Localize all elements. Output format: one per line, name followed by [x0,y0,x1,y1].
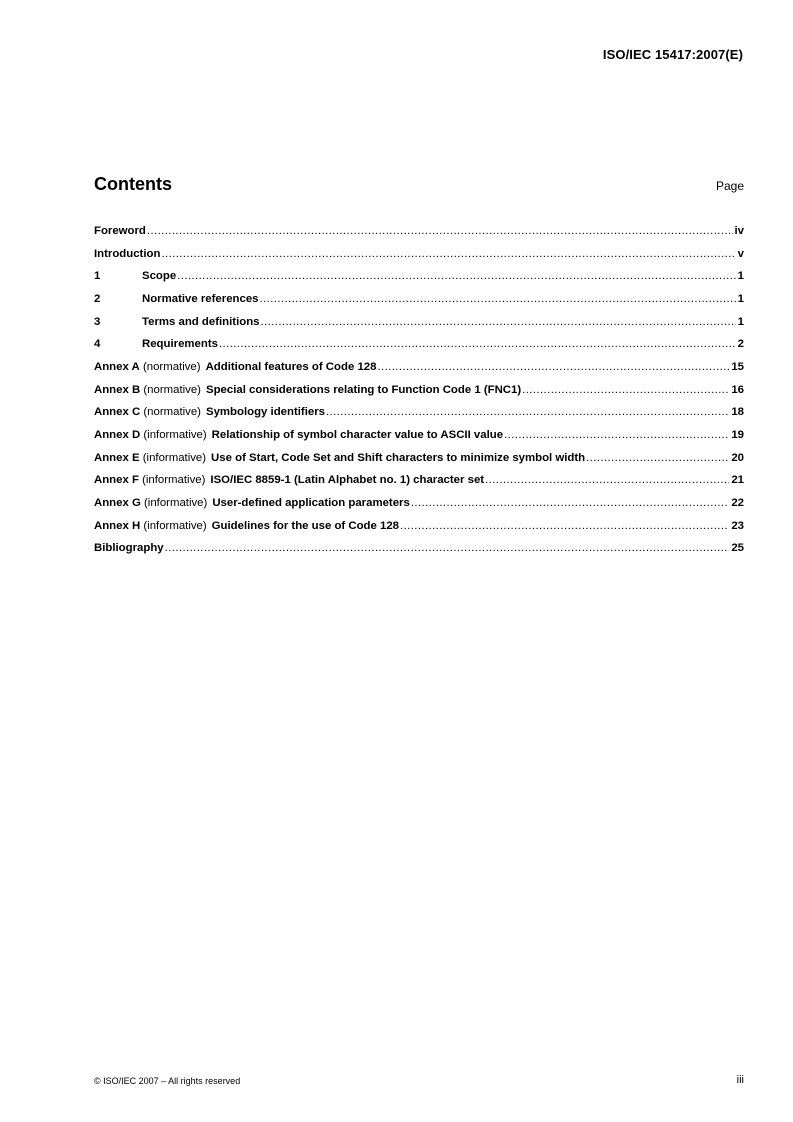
toc-dot-leader [411,497,730,509]
toc-entry-title: Terms and definitions [142,315,260,328]
toc-dot-leader [522,384,729,396]
toc-dot-leader [177,270,735,282]
toc-annex-kind: (informative) [144,496,208,509]
toc-entry[interactable] [94,497,744,520]
toc-annex-label: Annex G [94,496,141,509]
toc-entry-title: Foreword [94,225,146,237]
toc-entry[interactable] [94,338,744,361]
toc-dot-leader [165,542,730,554]
toc-entry-title: Bibliography [94,542,164,555]
toc-entry-page: 15 [731,360,744,373]
toc-entry[interactable] [94,225,744,248]
toc-entry-page: 19 [731,428,744,441]
toc-annex-label: Annex C [94,406,141,419]
toc-entry[interactable] [94,270,744,293]
footer-copyright: © ISO/IEC 2007 – All rights reserved [94,1076,241,1086]
toc-annex-kind: (informative) [143,428,207,441]
toc-dot-leader [586,452,729,464]
contents-heading: Contents [94,174,172,194]
toc-annex-label: Annex E [94,451,140,464]
toc-entry-page: 2 [737,338,744,351]
toc-entry-title: User-defined application parameters [212,496,410,509]
toc-entry-page: iv [734,225,744,237]
toc-dot-leader [400,520,729,532]
toc-entry-title: Symbology identifiers [205,406,325,419]
toc-entry[interactable] [94,361,744,384]
toc-entry[interactable] [94,429,744,452]
toc-entry-page: 23 [731,519,744,532]
toc-entry-page: 20 [731,451,744,464]
toc-annex-kind: (informative) [143,519,207,532]
toc-dot-leader [485,474,729,486]
toc-entry-title: Guidelines for the use of Code 128 [211,519,400,532]
toc-entry[interactable] [94,293,744,316]
toc-entry-number: 1 [94,270,101,283]
toc-dot-leader [219,338,736,350]
toc-entry[interactable] [94,316,744,339]
toc-annex-label: Annex F [94,474,139,487]
toc-entry-title: Introduction [94,247,161,260]
document-id: ISO/IEC 15417:2007(E) [602,47,743,62]
toc-entry[interactable] [94,452,744,475]
toc-dot-leader [377,361,729,373]
toc-entry-page: 1 [737,292,744,305]
toc-entry-page: 25 [731,542,744,555]
toc-entry[interactable] [94,406,744,429]
toc-entry[interactable] [94,474,744,497]
toc-entry-page: 21 [731,474,744,487]
toc-annex-kind: (normative) [143,383,201,396]
toc-entry-title: Use of Start, Code Set and Shift characters to minimize symbol width [211,451,586,464]
toc-entry-title: Normative references [142,292,259,305]
toc-entry-number: 2 [94,292,101,305]
toc-entry-page: 16 [731,383,744,396]
toc-entry[interactable] [94,248,744,271]
toc-entry-page: 1 [737,270,744,283]
toc-annex-kind: (informative) [142,451,207,464]
toc-entry-number: 3 [94,315,101,328]
toc-entry-title: Relationship of symbol character value to ASCII value [211,428,504,441]
toc-entry-title: Requirements [142,338,218,351]
toc-dot-leader [260,293,736,305]
toc-dot-leader [261,316,736,328]
toc-entry-page: v [737,247,744,260]
toc-entry-title: ISO/IEC 8859-1 (Latin Alphabet no. 1) character set [210,474,485,487]
toc-entry-title: Scope [142,270,177,283]
toc-entry[interactable] [94,542,744,565]
toc-entry-page: 18 [731,406,744,419]
table-of-contents [94,225,744,565]
toc-annex-kind: (informative) [142,474,206,487]
toc-annex-kind: (normative) [143,406,201,419]
toc-dot-leader [147,225,733,237]
toc-annex-kind: (normative) [142,360,201,373]
toc-entry-page: 1 [737,315,744,328]
toc-dot-leader [326,406,729,418]
toc-annex-label: Annex B [94,383,141,396]
toc-annex-label: Annex A [94,360,140,373]
toc-entry-page: 22 [731,496,744,509]
toc-entry-number: 4 [94,338,101,351]
footer-page-number: iii [736,1074,744,1086]
toc-entry[interactable] [94,520,744,543]
toc-entry[interactable] [94,384,744,407]
toc-entry-title: Special considerations relating to Function Code 1 (FNC1) [205,383,522,396]
toc-dot-leader [161,248,735,260]
toc-entry-title: Additional features of Code 128 [205,360,377,373]
page-column-label: Page [715,179,744,193]
toc-annex-label: Annex D [94,428,141,441]
toc-dot-leader [504,429,729,441]
toc-annex-label: Annex H [94,519,141,532]
